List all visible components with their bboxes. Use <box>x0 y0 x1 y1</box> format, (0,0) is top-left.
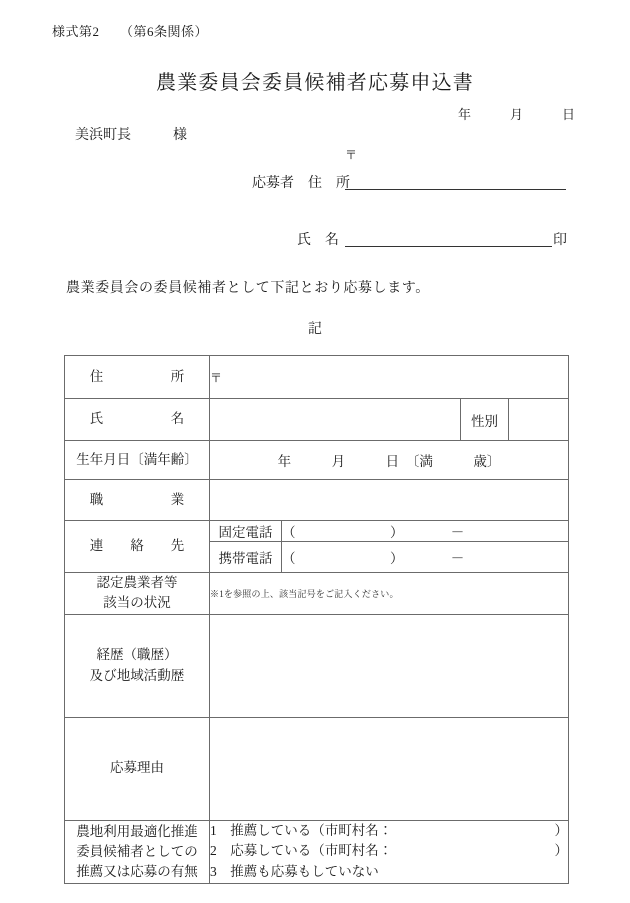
row-label-career <box>65 614 210 717</box>
certified-farmer-label-line1: 認定農業者等 <box>96 575 178 590</box>
row-label-birthdate: 生年月日〔満年齢〕 <box>65 441 210 480</box>
table-row-name <box>65 399 569 441</box>
field-occupation[interactable] <box>210 480 569 521</box>
field-gender[interactable] <box>509 399 569 441</box>
recommendation-label-line3: 推薦又は応募の有無 <box>76 864 198 879</box>
row-label-occupation: 職 業 <box>65 480 210 521</box>
field-mobile[interactable]: （ ） － <box>282 542 569 573</box>
addressee: 美浜町長 様 <box>75 128 187 143</box>
row-label-landline: 固定電話 <box>210 521 282 542</box>
recommendation-option[interactable] <box>210 841 568 862</box>
field-landline[interactable]: （ ） － <box>282 521 569 542</box>
table-row-birthdate <box>65 441 569 480</box>
row-label-address: 住 所 <box>65 356 210 399</box>
career-label-line2: 及び地域活動歴 <box>89 667 185 683</box>
row-label-contact: 連 絡 先 <box>65 521 210 573</box>
field-certified-farmer[interactable] <box>210 573 569 615</box>
field-birthdate[interactable] <box>210 441 569 480</box>
seal-stamp-label: 印 <box>553 233 567 248</box>
recommendation-option-close: ） <box>554 843 569 859</box>
table-row-recommendation <box>65 820 569 884</box>
row-label-mobile: 携帯電話 <box>210 542 282 573</box>
table-row-occupation <box>65 480 569 521</box>
row-label-reason: 応募理由 <box>65 717 210 820</box>
postal-code-icon: 〒 <box>210 371 223 385</box>
form-number: 様式第2 （第6条関係） <box>52 24 209 39</box>
row-label-recommendation <box>65 820 210 884</box>
recommendation-label-line2: 委員候補者としての <box>76 843 198 859</box>
recommendation-option-close: ） <box>554 822 569 838</box>
certified-farmer-label-line2: 該当の状況 <box>103 595 171 611</box>
applicant-name-label: 氏 名 <box>297 233 339 248</box>
submission-date-line[interactable]: 年 月 日 <box>457 107 575 122</box>
table-row-career <box>65 614 569 717</box>
field-career[interactable] <box>210 614 569 717</box>
applicant-address-label: 応募者 住 所 <box>252 176 350 191</box>
declaration-text: 農業委員会の委員候補者として下記とおり応募します。 <box>66 281 430 296</box>
certified-farmer-note: ※1を参照の上、該当記号をご記入ください。 <box>210 588 399 599</box>
table-row-address <box>65 356 569 399</box>
recommendation-option[interactable] <box>210 862 568 883</box>
applicant-address-input[interactable] <box>345 189 566 190</box>
birthdate-template: 年 月 日 〔満 歳〕 <box>277 454 501 469</box>
application-details-table <box>64 355 569 884</box>
applicant-name-input[interactable] <box>345 246 552 247</box>
table-row-reason <box>65 717 569 820</box>
row-label-name: 氏 名 <box>65 399 210 441</box>
recommendation-option-text: 2 応募している（市町村名： <box>210 843 393 859</box>
table-row-contact-landline <box>65 521 569 542</box>
recommendation-option-text: 1 推薦している（市町村名： <box>210 822 393 838</box>
row-label-gender: 性別 <box>461 399 509 441</box>
field-reason[interactable] <box>210 717 569 820</box>
recommendation-label-line1: 農地利用最適化推進 <box>76 823 198 839</box>
recommendation-option[interactable] <box>210 821 568 842</box>
row-label-certified-farmer <box>65 573 210 615</box>
field-name[interactable] <box>210 399 461 441</box>
ki-marker: 記 <box>308 322 322 337</box>
career-label-line1: 経歴（職歴） <box>96 647 178 663</box>
field-recommendation-options[interactable] <box>210 820 569 884</box>
postal-code-icon: 〒 <box>345 148 358 162</box>
table-row-certified-farmer <box>65 573 569 615</box>
recommendation-option-text: 3 推薦も応募もしていない <box>210 864 379 880</box>
page-title: 農業委員会委員候補者応募申込書 <box>156 72 474 94</box>
field-address[interactable] <box>210 356 569 399</box>
